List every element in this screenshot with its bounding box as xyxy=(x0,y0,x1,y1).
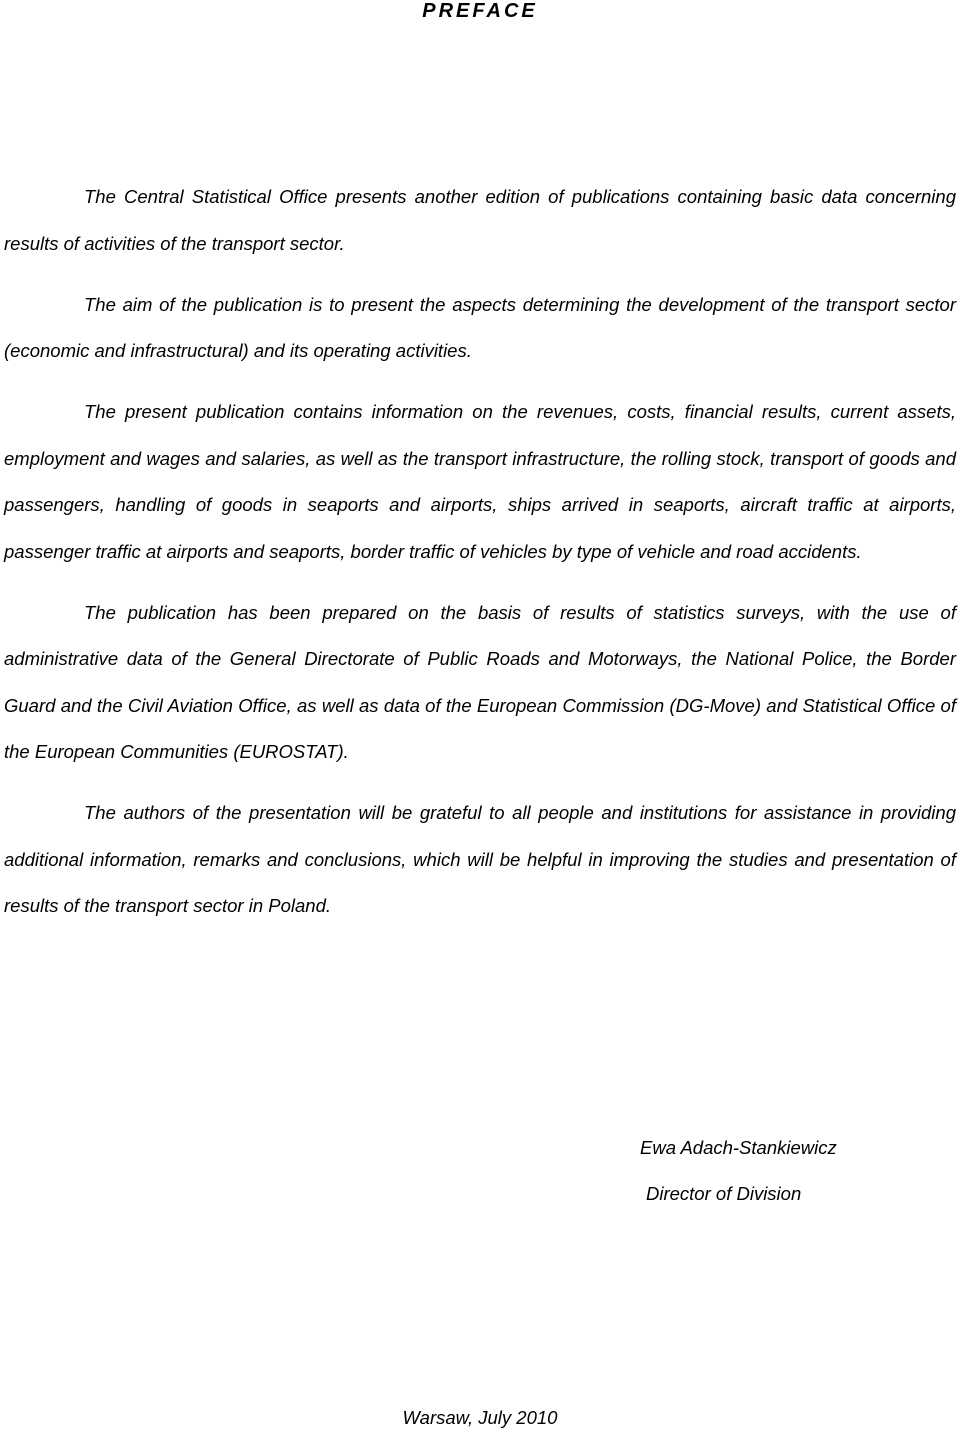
signatory-role: Director of Division xyxy=(646,1183,802,1204)
paragraph-acknowledgements: The authors of the presentation will be grateful to all people and institutions for assistance in providing additional information, remarks and conclusions, which will be helpful in improving the studies and presentation of results of the transport sector in Poland. xyxy=(4,802,956,916)
paragraph-aim: The aim of the publication is to present the aspects determining the development of the transport sector (economic and infrastructural) and its operating activities. xyxy=(4,293,956,361)
paragraph-contents: The present publication contains information on the revenues, costs, financial results, current assets, employment and wages and salaries, as well as the transport infrastructure, the rolling stock, transport of goods and passengers, handling of goods in seaports and airports, ships arrived in seaports, aircraft traffic at airports, passenger traffic at airports and seaports, border traffic of vehicles by type of vehicle and road accidents. xyxy=(4,401,956,562)
place-and-date: Warsaw, July 2010 xyxy=(402,1407,558,1428)
preface-body xyxy=(4,174,956,944)
page-title: PREFACE xyxy=(422,0,538,22)
signatory-name: Ewa Adach-Stankiewicz xyxy=(640,1137,837,1158)
paragraph-intro: The Central Statistical Office presents another edition of publications containing basic data concerning results of activities of the transport sector. xyxy=(4,186,956,254)
signature-block xyxy=(640,1125,837,1217)
paragraph-sources: The publication has been prepared on the basis of results of statistics surveys, with the use of administrative data of the General Directorate of Public Roads and Motorways, the National Police, the Border Guard and the Civil Aviation Office, as well as data of the European Commission (DG-Move) and Statistical Office of the European Communities (EUROSTAT). xyxy=(4,601,956,762)
